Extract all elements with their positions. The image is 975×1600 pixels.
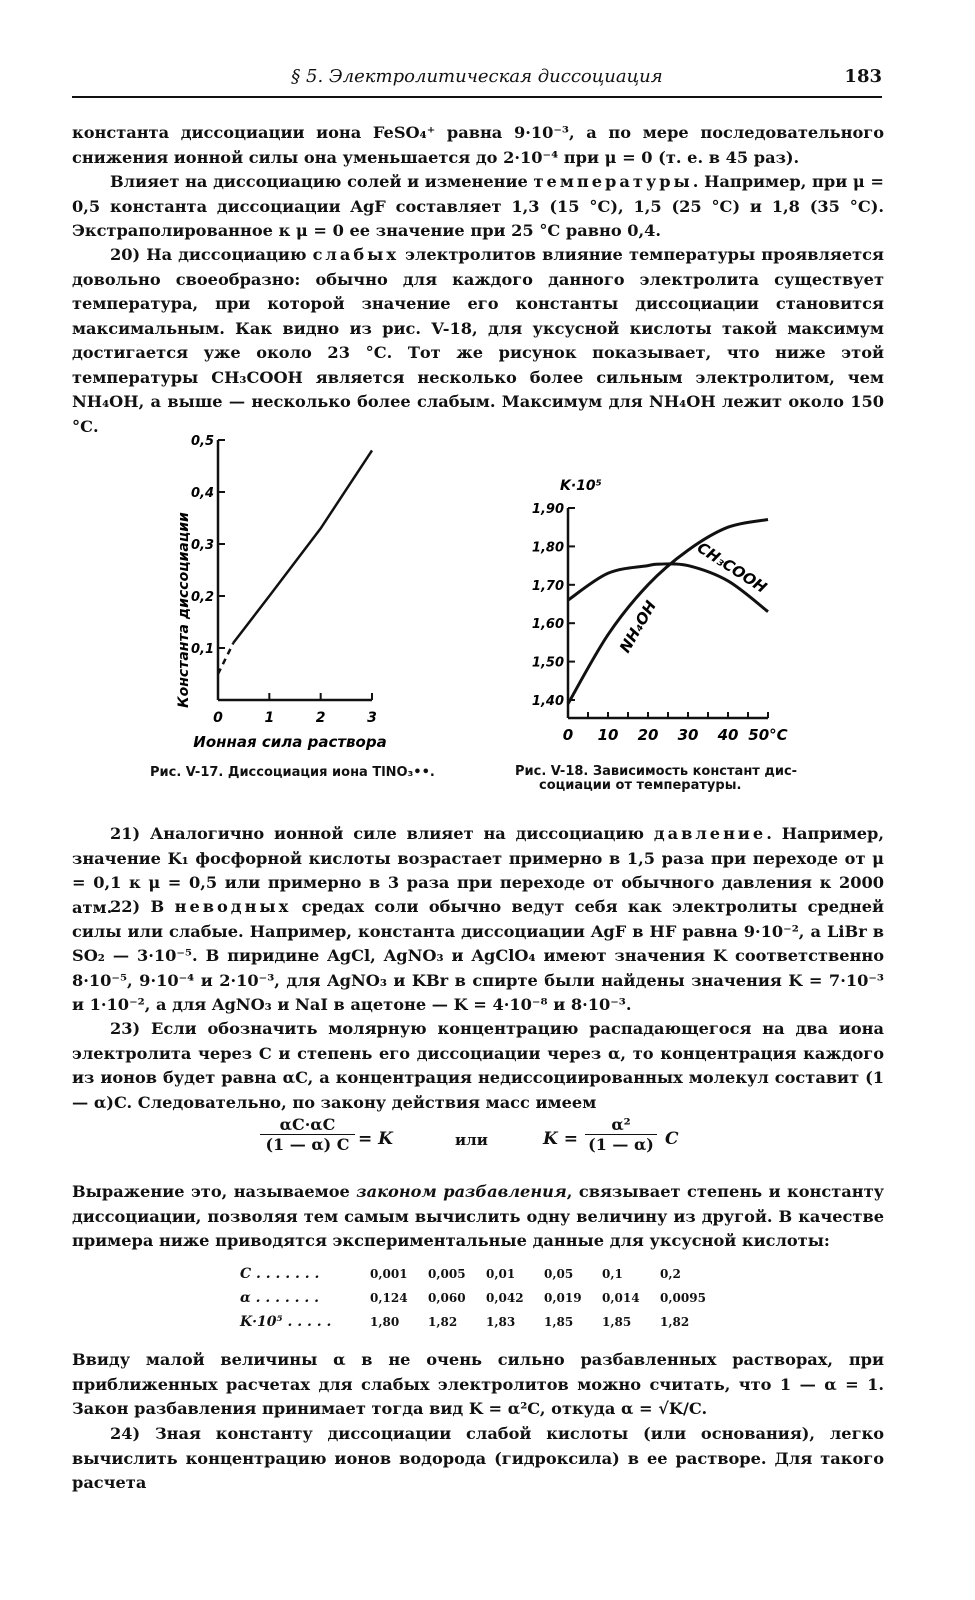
paragraph-2: Влияет на диссоциацию солей и изменение температуры. Например, при μ = 0,5 константа диссоциации AgF составляет 1,3 (15 °С), 1,5 (25 °С) и 1,8 (35 °С). Экстраполированное к μ = 0 ее значение при 25 °С равно 0,4. <box>72 172 884 240</box>
table-cell: 0,001 <box>370 1267 408 1281</box>
fig17-y-tick-label: 0,3 <box>190 538 214 553</box>
table-cell: 0,060 <box>428 1291 466 1305</box>
spaced-emphasis: слабых <box>312 245 399 264</box>
formula-right-lhs: K = <box>543 1129 578 1149</box>
table-cell: 1,85 <box>602 1315 632 1329</box>
table-cell: 0,1 <box>602 1267 623 1281</box>
paragraph-7: Выражение это, называемое законом разбавления, связывает степень и константу диссоциации, позволяя тем самым вычислить одну величину из другой. В качестве примера ниже приводятся экспериментальные данные для уксусной кислоты: <box>72 1182 884 1250</box>
fig18-nh4oh-label: NH₄OH <box>615 597 660 656</box>
table-row <box>240 1286 718 1310</box>
acetic-acid-table <box>240 1262 718 1334</box>
fig18-ylabel: K·10⁵ <box>560 478 602 494</box>
fig18-x-tick-label: 30 <box>677 726 699 744</box>
paragraph-9: 24) Зная константу диссоциации слабой кислоты (или основания), легко вычислить концентрацию ионов водорода (гидроксила) в ее растворе. Для такого расчета <box>72 1424 884 1492</box>
table-cell: 0,01 <box>486 1267 516 1281</box>
table-cell: 1,82 <box>660 1315 690 1329</box>
table-cell: 1,85 <box>544 1315 574 1329</box>
fig18-y-tick-label: 1,40 <box>531 694 564 709</box>
fig18-axes <box>532 502 788 744</box>
table-row <box>240 1310 718 1334</box>
fig18-ch3cooh-label: CH₃COOH <box>693 538 771 597</box>
table-row <box>240 1262 718 1286</box>
fig18-y-tick-label: 1,90 <box>531 502 564 517</box>
table-cell: 1,82 <box>428 1315 458 1329</box>
fig17-y-tick-label: 0,1 <box>190 642 214 657</box>
table-cell: 1,80 <box>370 1315 400 1329</box>
fig17-data-line <box>233 450 372 642</box>
formula-right-denominator: (1 — α) <box>588 1135 654 1154</box>
fig17-x-tick-label: 3 <box>367 710 377 726</box>
paragraph-6: 23) Если обозначить молярную концентрацию распадающегося на два иона электролита через C и степень его диссоциации через α, то концентрация каждого из ионов будет равна αC, а концентрация недиссоциированных молекул составит (1 — α)C. Следовательно, по закону действия масс имеем <box>72 1019 884 1112</box>
formula-left-denominator: (1 — α) C <box>265 1135 350 1154</box>
figure-v17 <box>160 425 420 755</box>
fig18-caption-line2: социации от температуры. <box>539 778 742 793</box>
fig18-nh4oh-curve <box>568 520 768 704</box>
formula-left-rhs: = K <box>358 1129 393 1149</box>
formula-left-numerator: αC·αC <box>260 1115 355 1135</box>
row-label: α . . . . . . . <box>240 1290 320 1306</box>
spaced-emphasis: давление <box>653 824 767 843</box>
table-cell: 0,005 <box>428 1267 466 1281</box>
table-cell: 0,0095 <box>660 1291 706 1305</box>
table-cell: 0,019 <box>544 1291 582 1305</box>
fig17-caption: Рис. V-17. Диссоциация иона TlNO₃••. <box>150 765 435 780</box>
row-label: K·10⁵ . . . . . <box>240 1314 332 1330</box>
fig17-y-tick-label: 0,2 <box>190 590 214 605</box>
figure-v18 <box>520 470 820 755</box>
page-header <box>72 62 882 98</box>
fig17-marks <box>218 450 372 674</box>
fig17-x-tick-label: 1 <box>264 710 275 726</box>
table-cell: 0,2 <box>660 1267 681 1281</box>
fig17-y-tick-label: 0,4 <box>190 486 214 501</box>
fig18-caption-line1: Рис. V-18. Зависимость констант дис- <box>515 764 798 779</box>
formula-right-tail: C <box>665 1129 679 1149</box>
paragraph-5: 22) В неводных средах соли обычно ведут себя как электролиты средней силы или слабые. Например, константа диссоциации AgF в HF равна 9·10⁻², а LiBr в SO₂ — 3·10⁻⁵. В пиридине AgCl, AgNO₃ и AgClO₄ имеют значения K соответственно 8·10⁻⁵, 9·10⁻⁴ и 2·10⁻³, для AgNO₃ и KBr в спирте были найдены значения K = 7·10⁻³ и 1·10⁻², а для AgNO₃ и NaI в ацетоне — K = 4·10⁻⁸ и 8·10⁻³. <box>72 897 884 1014</box>
running-title: § 5. Электролитическая диссоциация <box>291 66 663 87</box>
fig18-y-tick-label: 1,50 <box>531 655 564 671</box>
fig18-x-tick-label: 50°C <box>748 726 788 744</box>
table-cell: 0,124 <box>370 1291 408 1305</box>
spaced-emphasis: температуры <box>533 172 693 191</box>
table-cell: 0,014 <box>602 1291 640 1305</box>
page-number: 183 <box>844 66 882 87</box>
fig18-y-tick-label: 1,70 <box>531 578 564 594</box>
paragraph-8: Ввиду малой величины α в не очень сильно разбавленных растворах, при приближенных расчетах для слабых электролитов можно считать, что 1 — α = 1. Закон разбавления принимает тогда вид K = α²C, откуда α = √K/C. <box>72 1350 884 1418</box>
table-cell: 1,83 <box>486 1315 516 1329</box>
italic-term: законом разбавления <box>356 1182 567 1201</box>
formula-right-numerator: α² <box>585 1115 657 1135</box>
paragraph-3: 20) На диссоциацию слабых электролитов влияние температуры проявляется довольно своеобразно: обычно для каждого данного электролита существует температура, при которой значение его константы диссоциации становится максимальным. Как видно из рис. V-18, для уксусной кислоты такой максимум достигается уже около 23 °С. Тот же рисунок показывает, что ниже этой температуры CH₃COOH является несколько более сильным электролитом, чем NH₄OH, а выше — несколько более слабым. Максимум для NH₄OH лежит около 150 °С. <box>72 245 884 436</box>
fig17-x-tick-label: 2 <box>315 710 326 726</box>
fig17-axes <box>191 434 377 726</box>
fig17-xlabel: Ионная сила раствора <box>193 733 387 751</box>
fig18-x-tick-label: 0 <box>562 726 574 744</box>
fig17-ylabel: Константа диссоциации <box>176 512 192 708</box>
fig18-caption <box>515 765 797 793</box>
formula-or: или <box>455 1131 488 1149</box>
dilution-law-formula <box>260 1115 820 1175</box>
spaced-emphasis: неводных <box>174 897 292 916</box>
fig18-y-tick-label: 1,60 <box>531 617 564 633</box>
fig18-x-tick-label: 20 <box>637 726 659 744</box>
table-cell: 0,042 <box>486 1291 524 1305</box>
paragraph-4: 21) Аналогично ионной силе влияет на диссоциацию давление. Например, значение K₁ фосфорной кислоты возрастает примерно в 1,5 раза при переходе от μ = 0,1 к μ = 0,5 или примерно в 3 раза при переходе от обычного давления к 2000 атм. <box>72 824 884 917</box>
fig18-x-tick-label: 40 <box>717 726 739 744</box>
fig18-x-tick-label: 10 <box>597 726 619 744</box>
paragraph-1: константа диссоциации иона FeSO₄⁺ равна 9·10⁻³, а по мере последовательного снижения ионной силы она уменьшается до 2·10⁻⁴ при μ = 0 (т. е. в 45 раз). <box>72 123 884 167</box>
row-label: C . . . . . . . <box>240 1266 320 1282</box>
fig17-x-tick-label: 0 <box>213 710 223 726</box>
fig17-y-tick-label: 0,5 <box>190 434 214 449</box>
table-cell: 0,05 <box>544 1267 574 1281</box>
fig18-y-tick-label: 1,80 <box>531 540 564 556</box>
fig18-marks <box>568 520 770 704</box>
